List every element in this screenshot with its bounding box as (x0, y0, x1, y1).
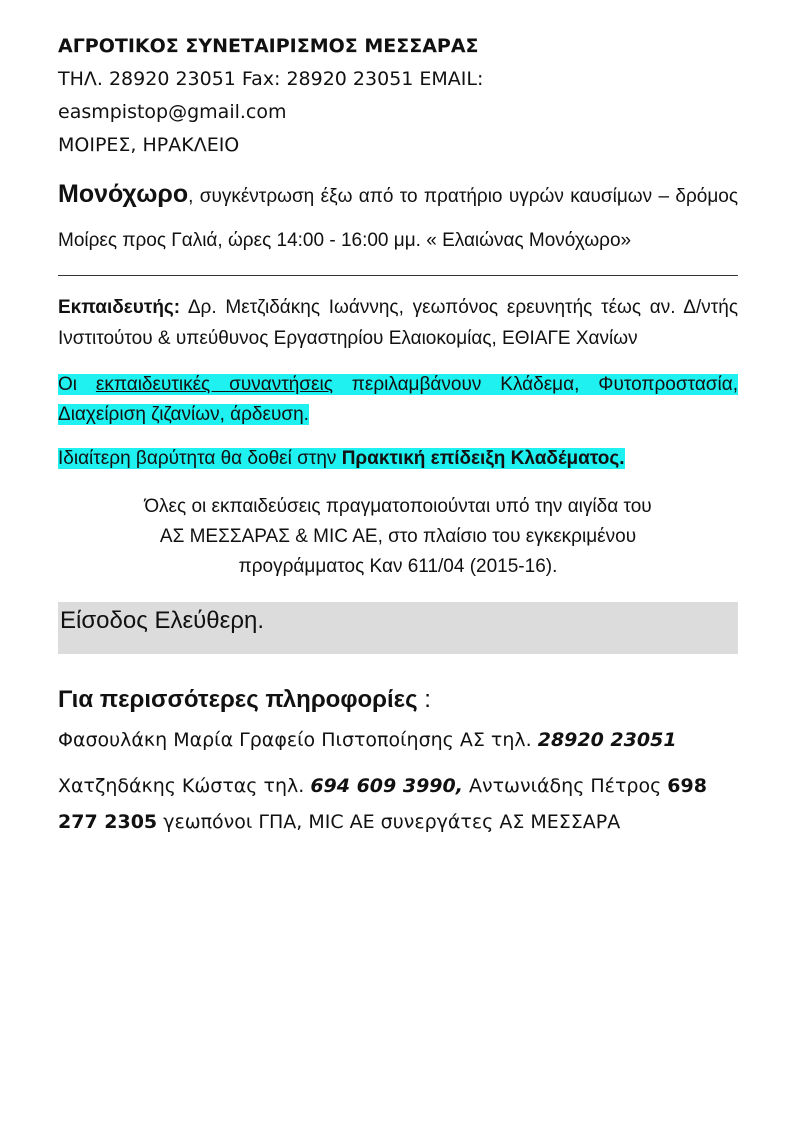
practical-paragraph (58, 444, 738, 474)
free-entry-banner (58, 602, 738, 654)
more-info-title (58, 682, 738, 718)
contact-1-text: Φασουλάκη Μαρία Γραφείο Πιστοποίησης ΑΣ τηλ. (58, 729, 538, 751)
trainer-paragraph (58, 292, 738, 354)
practical-text: Ιδιαίτερη βαρύτητα θα δοθεί στην (58, 448, 342, 469)
contact-2-phone-a: 694 609 3990, (310, 775, 463, 797)
venue-description: , συγκέντρωση έξω από το πρατήριο υγρών καυσίμων – δρόμος Μοίρες προς Γαλιά, ώρες 14:00 - 16:00 μμ. « Ελαιώνας Μονόχωρο» (58, 186, 738, 251)
topics-paragraph (58, 370, 738, 430)
more-info-heading: Για περισσότερες πληροφορίες (58, 686, 418, 713)
contact-paragraph-1 (58, 722, 738, 758)
free-entry-text: Είσοδος Ελεύθερη. (60, 607, 264, 634)
venue-title: Μονόχωρο (58, 180, 189, 208)
auspices-paragraph (58, 492, 738, 582)
header-block (58, 30, 738, 162)
contact-2-text-a: Χατζηδάκης Κώστας τηλ. (58, 775, 311, 797)
contact-1-phone: 28920 23051 (537, 729, 677, 751)
email-address: easmpistop@gmail.com (58, 101, 287, 123)
trainer-label: Εκπαιδευτής: (58, 297, 181, 318)
contact-2-phone-b: 698 277 2305 (58, 775, 707, 833)
practical-bold: Πρακτική επίδειξη Κλαδέματος. (341, 448, 625, 469)
horizontal-divider (58, 275, 738, 276)
auspices-line-2: ΑΣ ΜΕΣΣΑΡΑΣ & MIC AE, στο πλαίσιο του εγκεκριμένου (159, 526, 637, 547)
contact-2-text-b: Αντωνιάδης Πέτρος (462, 775, 668, 797)
auspices-line-3: προγράμματος Καν 611/04 (2015-16). (238, 556, 558, 577)
organization-name: ΑΓΡΟΤΙΚΟΣ ΣΥΝΕΤΑΙΡΙΣΜΟΣ ΜΕΣΣΑΡΑΣ (58, 35, 479, 57)
topics-rest: περιλαμβάνουν Κλάδεμα, Φυτοπροστασία, Διαχείριση ζιζανίων, άρδευση. (58, 374, 739, 425)
location: ΜΟΙΡΕΣ, ΗΡΑΚΛΕΙΟ (58, 134, 240, 156)
auspices-line-1: Όλες οι εκπαιδεύσεις πραγματοποιούνται υπό την αιγίδα του (144, 496, 652, 517)
phone-line: ΤΗΛ. 28920 23051 Fax: 28920 23051 EMAIL: (58, 68, 484, 90)
document-page (58, 30, 738, 840)
contact-2-text-c: γεωπόνοι ΓΠΑ, MIC AE συνεργάτες ΑΣ ΜΕΣΣΑΡΑ (157, 811, 621, 833)
more-info-colon: : (417, 686, 431, 713)
topics-prefix: Οι (58, 374, 96, 395)
topics-underlined: εκπαιδευτικές συναντήσεις (95, 374, 333, 395)
venue-paragraph (58, 172, 738, 263)
topics-highlight (58, 374, 738, 425)
practical-highlight (58, 448, 625, 469)
trainer-text: Δρ. Μετζιδάκης Ιωάννης, γεωπόνος ερευνητής τέως αν. Δ/ντής Ινστιτούτου & υπεύθυνος Εργαστηρίου Ελαιοκομίας, ΕΘΙΑΓΕ Χανίων (58, 297, 738, 349)
contact-paragraph-2 (58, 768, 738, 840)
